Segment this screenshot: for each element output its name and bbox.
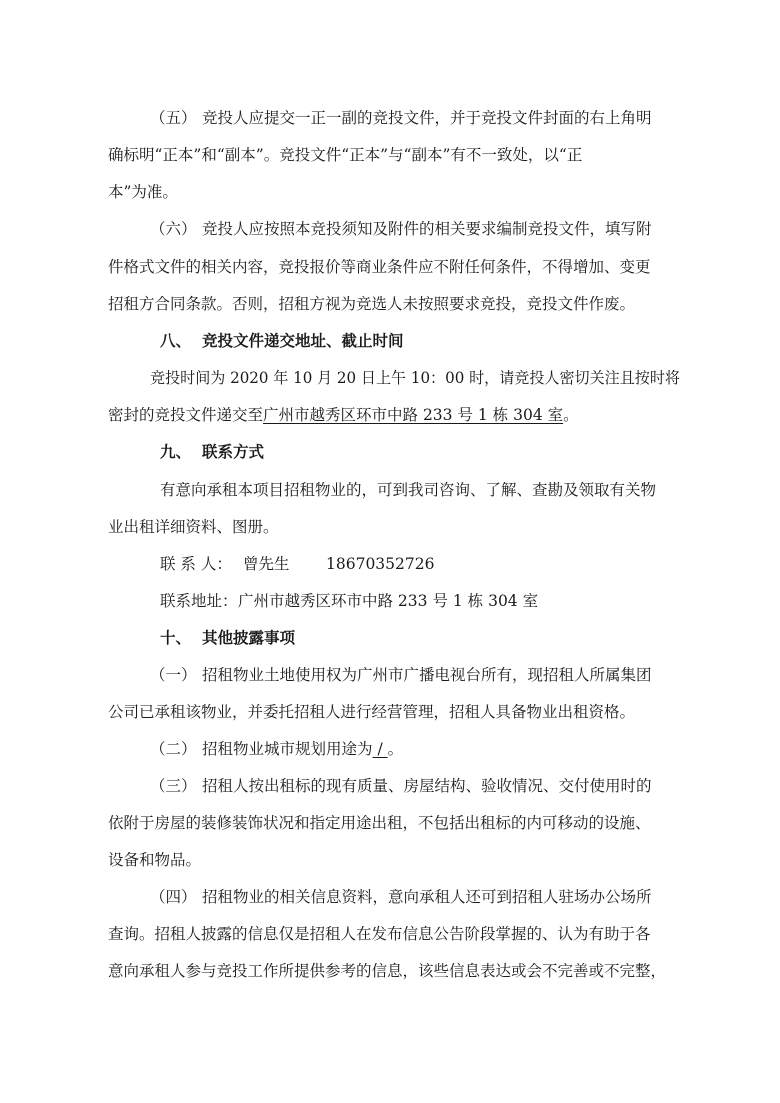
p10-3-text-3: 设备和物品。 xyxy=(108,851,202,869)
heading-10-title: 其他披露事项 xyxy=(202,629,296,647)
address-label: 联系地址： xyxy=(160,592,238,610)
s9-text-1: 有意向承租本项目招租物业的，可到我司咨询、了解、查勘及领取有关物 xyxy=(160,481,657,499)
p10-3-text-2: 依附于房屋的装修装饰状况和指定用途出租，不包括出租标的内可移动的设施、 xyxy=(108,814,651,832)
p5-text-2: 确标明“正本”和“副本”。竞投文件“正本”与“副本”有不一致处，以“正 xyxy=(108,146,583,164)
contact-label: 联 系 人： xyxy=(160,555,232,573)
heading-8-title: 竞投文件递交地址、截止时间 xyxy=(202,332,404,350)
p10-1-label: （一） xyxy=(150,666,197,684)
p10-3-label: （三） xyxy=(150,777,197,795)
heading-8-number: 八、 xyxy=(160,332,192,350)
s9-text-2: 业出租详细资料、图册。 xyxy=(108,518,279,536)
p5-text-1: 竞投人应提交一正一副的竞投文件，并于竞投文件封面的右上角明 xyxy=(202,109,652,127)
p10-4-text-3: 意向承租人参与竞投工作所提供参考的信息，该些信息表达或会不完善或不完整， xyxy=(108,962,667,980)
p10-4-text-2: 查询。招租人披露的信息仅是招租人在发布信息公告阶段掌握的、认为有助于各 xyxy=(108,925,651,943)
p6-text-2: 件格式文件的相关内容，竞投报价等商业条件应不附任何条件，不得增加、变更 xyxy=(108,258,651,276)
p6-text-1: 竞投人应按照本竞投须知及附件的相关要求编制竞投文件，填写附 xyxy=(202,220,652,238)
p10-2-text-1b: 。 xyxy=(387,740,404,758)
p10-4-text-1: 招租物业的相关信息资料，意向承租人还可到招租人驻场办公场所 xyxy=(202,888,652,906)
s8-text-2b: 。 xyxy=(563,406,579,424)
submission-address: 广州市越秀区环市中路 233 号 1 栋 304 室 xyxy=(263,406,564,424)
p10-1-text-2: 公司已承租该物业，并委托招租人进行经营管理，招租人具备物业出租资格。 xyxy=(108,703,636,721)
heading-9-number: 九、 xyxy=(160,443,192,461)
p10-3-text-1: 招租人按出租标的现有质量、房屋结构、验收情况、交付使用时的 xyxy=(202,777,652,795)
p5-label: （五） xyxy=(150,109,197,127)
p10-2-label: （二） xyxy=(150,740,197,758)
s8-text-1: 竞投时间为 2020 年 10 月 20 日上午 10：00 时，请竞投人密切关注且按时将 xyxy=(150,369,680,387)
p6-text-3: 招租方合同条款。否则，招租方视为竞选人未按照要求竞投，竞投文件作废。 xyxy=(108,295,636,313)
p5-text-3: 本”为准。 xyxy=(108,183,178,201)
p10-2-text-1a: 招租物业城市规划用途为 xyxy=(202,740,373,758)
p10-2-text-1 xyxy=(202,738,403,760)
heading-9-title: 联系方式 xyxy=(202,443,265,461)
s8-text-2 xyxy=(108,404,579,426)
heading-10-number: 十、 xyxy=(160,629,192,647)
s8-text-2a: 密封的竞投文件递交至 xyxy=(108,406,264,424)
p6-label: （六） xyxy=(150,220,197,238)
p10-4-label: （四） xyxy=(150,888,197,906)
address-text: 广州市越秀区环市中路 233 号 1 栋 304 室 xyxy=(238,592,539,610)
contact-name: 曾先生 xyxy=(243,555,290,573)
planned-use-value: / xyxy=(372,740,388,758)
contact-phone: 18670352726 xyxy=(326,555,435,573)
p10-1-text-1: 招租物业土地使用权为广州市广播电视台所有，现招租人所属集团 xyxy=(202,666,652,684)
